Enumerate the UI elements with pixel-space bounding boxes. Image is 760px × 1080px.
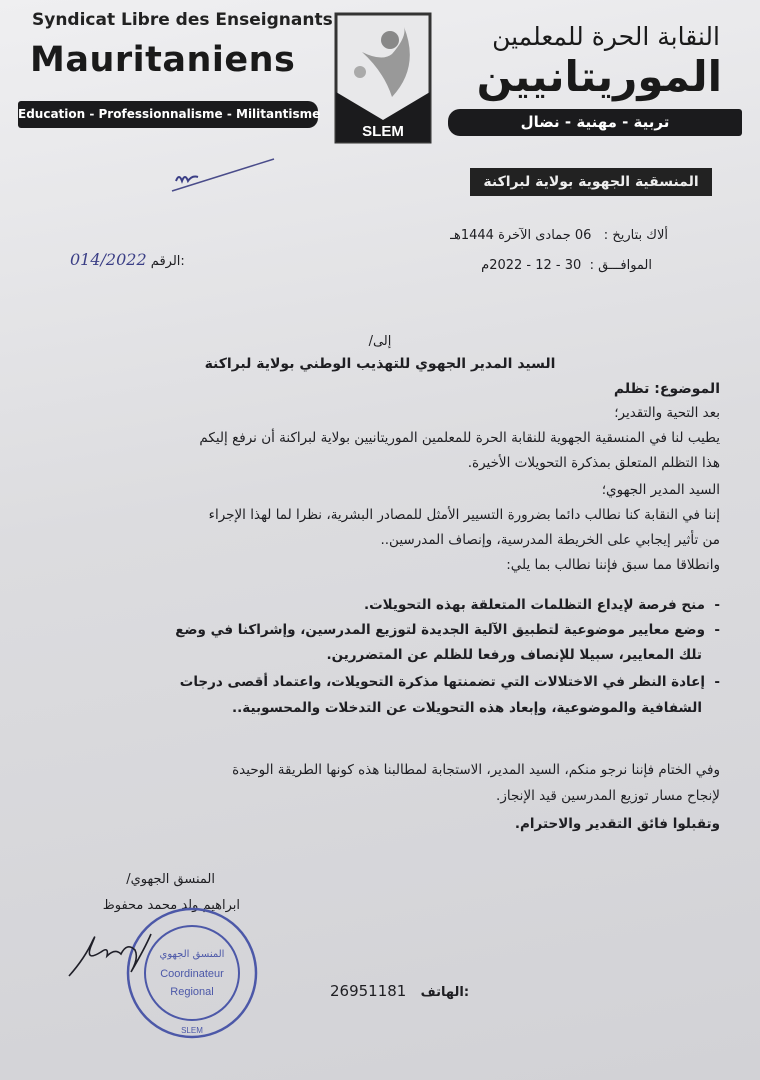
body-line: يطيب لنا في المنسقية الجهوية للنقابة الحرة للمعلمين الموريتانيين بولاية لبراكنة أن نرفع إليكم	[199, 430, 720, 446]
body-line: من تأثير إيجابي على الخريطة المدرسية، وإنصاف المدرسين..	[380, 532, 720, 548]
handwritten-mark-icon	[168, 155, 278, 195]
stamp-inner-fr2: Regional	[170, 986, 214, 998]
stamp-inner-fr1: Coordinateur	[160, 968, 224, 980]
letterhead-ar-motto: تربية - مهنية - نضال	[448, 109, 742, 136]
signatory-title: المنسق الجهوي/	[126, 872, 215, 887]
greeting: بعد التحية والتقدير؛	[614, 405, 720, 421]
date-greg-label: الموافـــق	[598, 258, 652, 273]
demand-item: - إعادة النظر في الاختلالات التي تضمنتها مذكرة التحويلات، واعتماد أقصى درجات	[179, 674, 720, 690]
demand-text: منح فرصة لإيداع التظلمات المتعلقة بهذه التحويلات.	[363, 597, 705, 613]
date-hijri-label: ألاك بتاريخ	[612, 228, 668, 243]
demand-text-cont: تلك المعايير، سبيلا للإنصاف ورفعا للظلم عن المتضررين.	[326, 647, 702, 663]
letterhead-ar-line2: الموريتانيين	[476, 52, 722, 101]
region-banner: المنسقية الجهوية بولاية لبراكنة	[470, 168, 712, 196]
phone-label: الهاتف:	[420, 985, 470, 1000]
body-line: وانطلاقا مما سبق فإننا نطالب بما يلي:	[506, 557, 720, 573]
handwritten-signature-icon	[65, 928, 155, 983]
letterhead-fr-motto: Education - Professionnalisme - Militantisme	[18, 101, 318, 128]
phone-number: 26951181	[330, 982, 407, 1000]
demand-text-cont: الشفافية والموضوعية، وإبعاد هذه التحويلات عن التدخلات والمحسوبية..	[232, 700, 702, 716]
letterhead-ar-line1: النقابة الحرة للمعلمين	[492, 22, 720, 51]
date-greg-value: 30 - 12 - 2022م	[481, 258, 582, 273]
address-line: السيد المدير الجهوي؛	[601, 482, 720, 498]
date-hijri: ألاك بتاريخ : 06 جمادى الآخرة 1444هـ	[450, 228, 668, 243]
demand-text: إعادة النظر في الاختلالات التي تضمنتها مذكرة التحويلات، واعتماد أقصى درجات	[179, 674, 705, 690]
stamp-inner-ar: المنسق الجهوي	[159, 949, 225, 960]
letterhead-fr-line1: Syndicat Libre des Enseignants	[32, 10, 333, 30]
slem-logo-icon	[332, 12, 434, 144]
demand-text: وضع معايير موضوعية لتطبيق الآلية الجديدة لتوزيع المدرسين، وإشراكنا في وضع	[175, 622, 705, 638]
date-gregorian: الموافـــق : 30 - 12 - 2022م	[481, 258, 652, 273]
closing-line: لإنجاح مسار توزيع المدرسين قيد الإنجاز.	[496, 788, 720, 804]
regards: وتقبلوا فائق التقدير والاحترام.	[514, 816, 720, 832]
body-line: هذا التظلم المتعلق بمذكرة التحويلات الأخيرة.	[467, 455, 720, 471]
phone-line	[330, 982, 469, 1000]
demand-item: - منح فرصة لإيداع التظلمات المتعلقة بهذه التحويلات.	[363, 597, 720, 613]
date-hijri-value: 06 جمادى الآخرة 1444هـ	[450, 228, 592, 243]
signatory-name: ابراهيم ولد محمد محفوظ	[102, 898, 240, 913]
ref-number-value: 014/2022	[70, 250, 147, 269]
logo-text: SLEM	[362, 123, 404, 140]
addressee: السيد المدير الجهوي للتهذيب الوطني بولاية لبراكنة	[204, 356, 556, 372]
stamp-bottom: SLEM	[181, 1026, 203, 1035]
closing-line: وفي الختام فإننا نرجو منكم، السيد المدير، الاستجابة لمطالبنا هذه كونها الطريقة الوحيدة	[232, 762, 720, 778]
reference-number	[70, 250, 185, 269]
demand-item: - وضع معايير موضوعية لتطبيق الآلية الجديدة لتوزيع المدرسين، وإشراكنا في وضع	[175, 622, 720, 638]
ref-label: الرقم:	[150, 254, 185, 269]
subject: الموضوع: تظلم	[613, 381, 720, 397]
to-label: إلى/	[368, 334, 392, 349]
body-line: إننا في النقابة كنا نطالب دائما بضرورة التسيير الأمثل للمصادر البشرية، نظرا لما لهذا الإجراء	[208, 507, 720, 523]
letterhead-fr-line2: Mauritaniens	[30, 40, 296, 80]
